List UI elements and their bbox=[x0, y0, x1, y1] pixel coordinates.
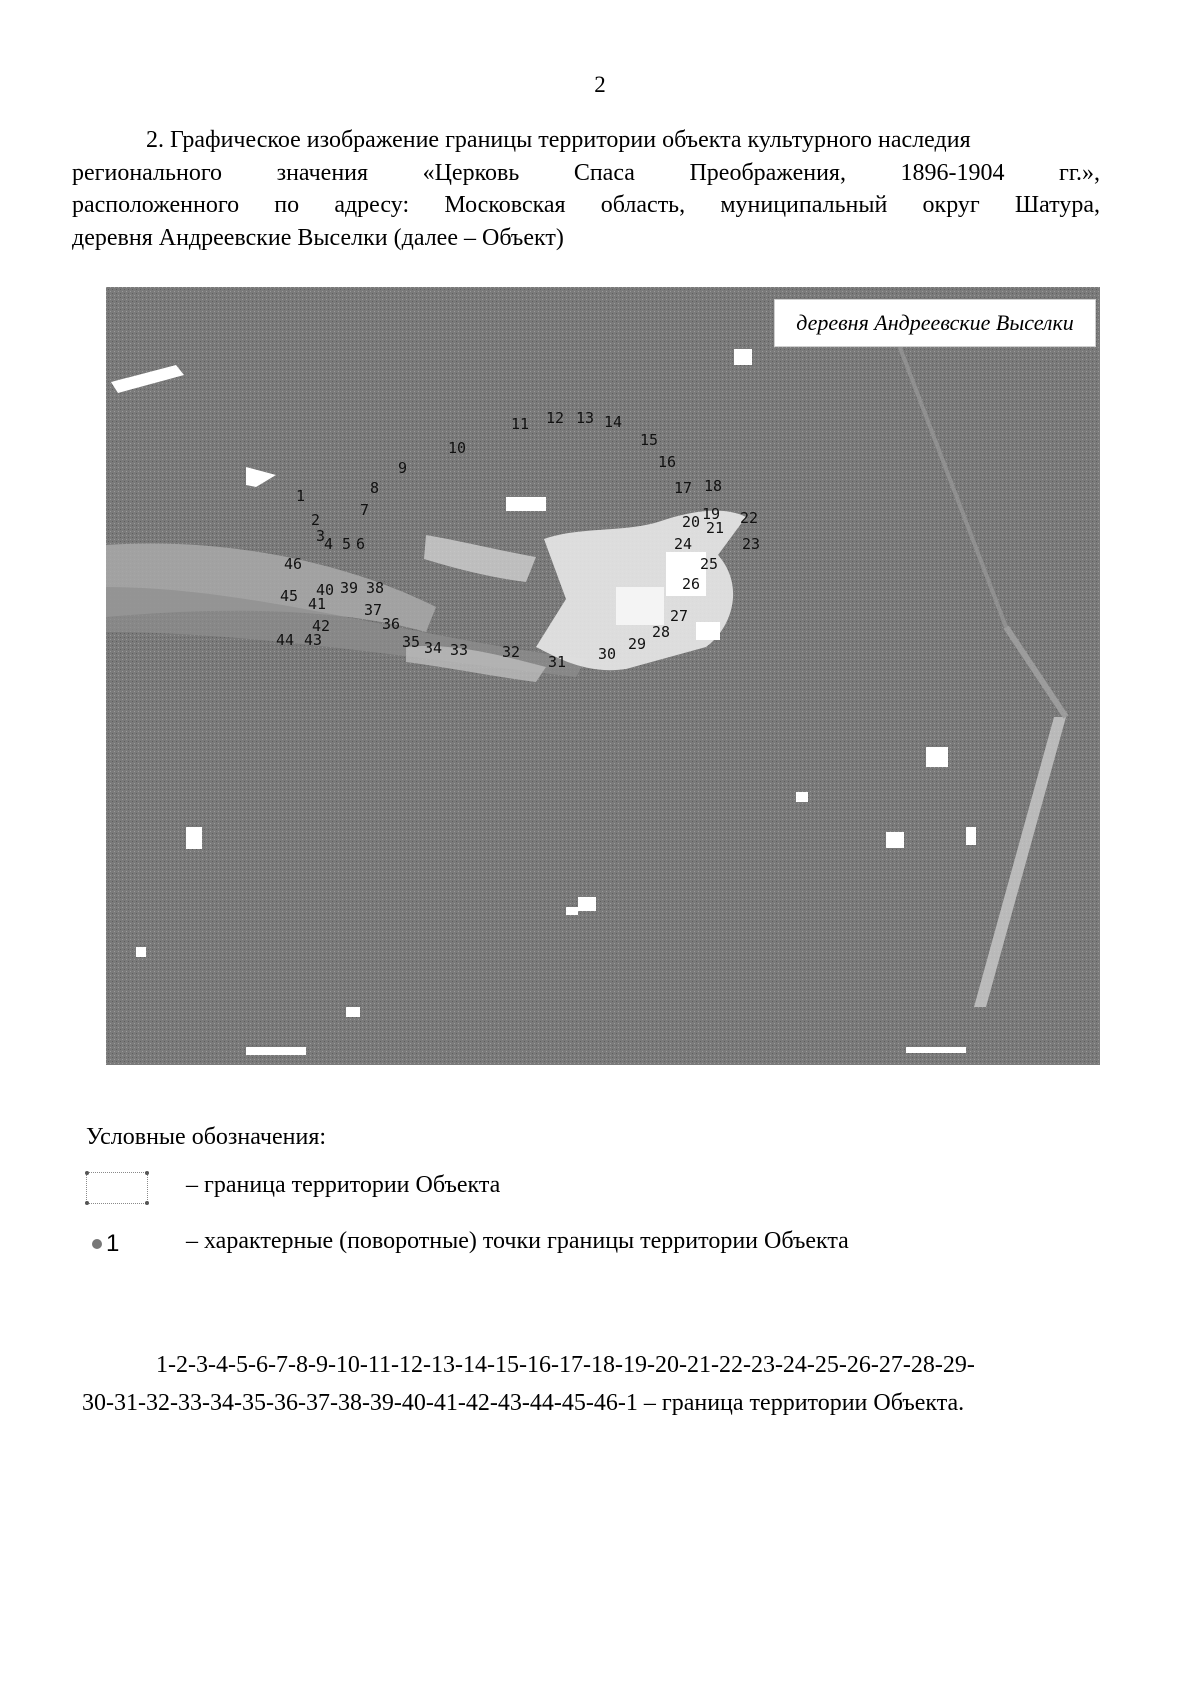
boundary-point-label: 27 bbox=[670, 607, 689, 625]
boundary-point-label: 30 bbox=[598, 645, 617, 663]
boundary-point-label: 45 bbox=[280, 587, 299, 605]
boundary-point-label: 12 bbox=[546, 409, 565, 427]
boundary-point-label: 5 bbox=[342, 535, 352, 553]
boundary-point-label: 28 bbox=[652, 623, 671, 641]
boundary-point-label: 24 bbox=[674, 535, 693, 553]
boundary-point-label: 10 bbox=[448, 439, 467, 457]
heading-line: 2. Графическое изображение границы территории объекта культурного наследия bbox=[146, 127, 971, 153]
boundary-point-label: 42 bbox=[312, 617, 331, 635]
boundary-point-label: 14 bbox=[604, 413, 623, 431]
boundary-point-label: 43 bbox=[304, 631, 323, 649]
house bbox=[734, 349, 752, 365]
boundary-point-label: 2 bbox=[311, 511, 321, 529]
legend-boundary-row bbox=[86, 1170, 1086, 1206]
boundary-point-label: 36 bbox=[382, 615, 401, 633]
legend-point-text: – характерные (поворотные) точки границы территории Объекта bbox=[186, 1228, 849, 1254]
house bbox=[346, 1007, 360, 1017]
heading-line: регионального значения «Церковь Спаса Преображения, 1896-1904 гг.», bbox=[72, 159, 1100, 186]
legend-point-row bbox=[86, 1226, 1086, 1262]
boundary-point-label: 18 bbox=[704, 477, 723, 495]
boundary-point-label: 41 bbox=[308, 595, 327, 613]
boundary-point-label: 3 bbox=[316, 527, 326, 545]
boundary-sequence-line: 30-31-32-33-34-35-36-37-38-39-40-41-42-43-44-45-46-1 – граница территории Объекта. bbox=[82, 1390, 965, 1416]
house bbox=[578, 897, 596, 911]
house bbox=[906, 1047, 966, 1053]
boundary-point-label: 33 bbox=[450, 641, 469, 659]
boundary-point-label: 11 bbox=[511, 415, 530, 433]
legend-boundary-text: – граница территории Объекта bbox=[186, 1172, 501, 1198]
boundary-point-label: 19 bbox=[702, 505, 721, 523]
house bbox=[926, 747, 948, 767]
boundary-point-label: 34 bbox=[424, 639, 443, 657]
house bbox=[796, 792, 808, 802]
point-symbol-label: 1 bbox=[106, 1230, 120, 1257]
heading-line: деревня Андреевские Выселки (далее – Объект) bbox=[72, 224, 564, 251]
boundary-point-label: 22 bbox=[740, 509, 759, 527]
house bbox=[566, 907, 578, 915]
aerial-map bbox=[106, 287, 1100, 1065]
boundary-point-label: 16 bbox=[658, 453, 677, 471]
house bbox=[966, 827, 976, 845]
boundary-point-label: 44 bbox=[276, 631, 295, 649]
boundary-point-label: 25 bbox=[700, 555, 719, 573]
boundary-point-label: 4 bbox=[324, 535, 334, 553]
boundary-point-label: 9 bbox=[398, 459, 408, 477]
boundary-point-label: 17 bbox=[674, 479, 693, 497]
map-graphic bbox=[106, 287, 1100, 1065]
boundary-point-label: 26 bbox=[682, 575, 701, 593]
building-roof bbox=[506, 497, 546, 511]
page-number: 2 bbox=[594, 72, 606, 97]
boundary-point-label: 40 bbox=[316, 581, 335, 599]
section-heading bbox=[72, 124, 1100, 254]
boundary-point-label: 15 bbox=[640, 431, 659, 449]
building-roof bbox=[696, 622, 720, 640]
boundary-point-label: 37 bbox=[364, 601, 383, 619]
building-roof bbox=[616, 587, 664, 625]
boundary-point-label: 23 bbox=[742, 535, 761, 553]
map-background bbox=[106, 287, 1100, 1065]
boundary-point-label: 20 bbox=[682, 513, 701, 531]
boundary-sequence-line: 1-2-3-4-5-6-7-8-9-10-11-12-13-14-15-16-17-18-19-20-21-22-23-24-25-26-27-28-29- bbox=[156, 1352, 975, 1378]
boundary-point-label: 46 bbox=[284, 555, 303, 573]
boundary-point-label: 38 bbox=[366, 579, 385, 597]
boundary-point-label: 21 bbox=[706, 519, 725, 537]
boundary-point-label: 39 bbox=[340, 579, 359, 597]
house bbox=[246, 1047, 306, 1055]
boundary-point-label: 13 bbox=[576, 409, 595, 427]
legend-title: Условные обозначения: bbox=[86, 1124, 327, 1150]
boundary-point-label: 8 bbox=[370, 479, 380, 497]
boundary-description bbox=[82, 1346, 1122, 1422]
house bbox=[186, 827, 202, 849]
locality-label: деревня Андреевские Выселки bbox=[774, 299, 1096, 347]
boundary-line-symbol bbox=[86, 1172, 148, 1204]
point-symbol bbox=[92, 1230, 119, 1258]
point-dot-icon bbox=[92, 1239, 102, 1249]
boundary-point-label: 7 bbox=[360, 501, 370, 519]
boundary-point-label: 29 bbox=[628, 635, 647, 653]
boundary-point-label: 31 bbox=[548, 653, 567, 671]
boundary-point-label: 35 bbox=[402, 633, 421, 651]
house bbox=[886, 832, 904, 848]
boundary-point-label: 32 bbox=[502, 643, 521, 661]
boundary-point-label: 1 bbox=[296, 487, 306, 505]
boundary-point-label: 6 bbox=[356, 535, 366, 553]
heading-line: расположенного по адресу: Московская область, муниципальный округ Шатура, bbox=[72, 192, 1100, 218]
house bbox=[136, 947, 146, 957]
